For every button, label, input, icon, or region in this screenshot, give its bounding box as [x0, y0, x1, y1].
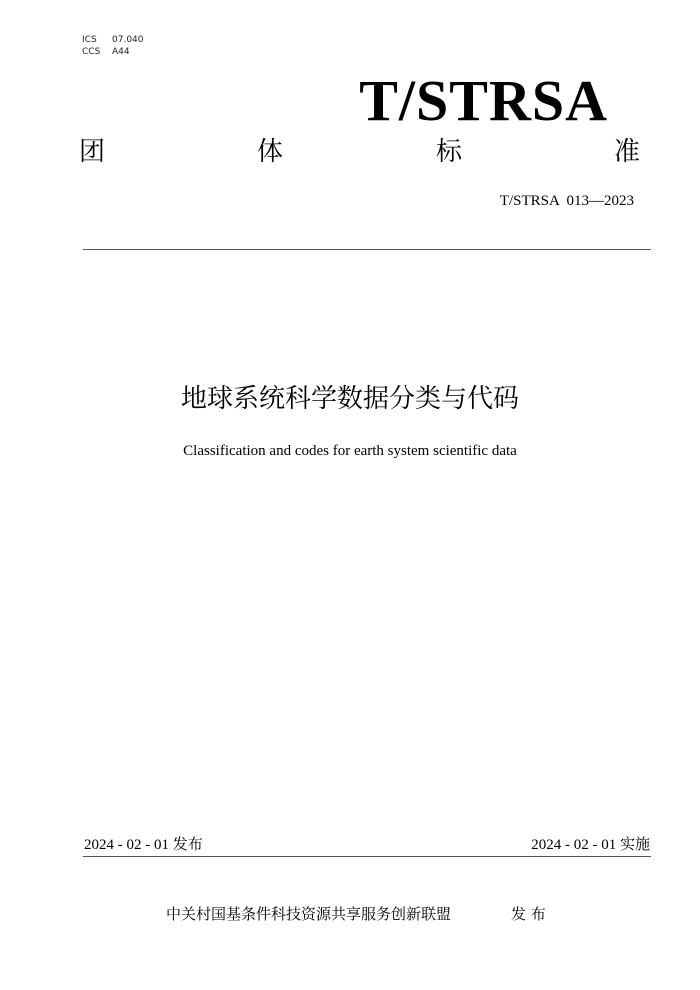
issue-date: 2024 - 02 - 01 发布: [84, 837, 203, 853]
standard-type-char-1: 团: [79, 137, 106, 167]
organization-code: T/STRSA: [359, 68, 608, 133]
ccs-value: A44: [112, 47, 130, 57]
ccs-label: CCS: [82, 47, 101, 57]
header-divider: [83, 249, 651, 250]
ics-line: [82, 34, 144, 46]
standard-type-char-2: 体: [257, 137, 284, 167]
standard-type-char-3: 标: [436, 137, 463, 167]
implementation-date: 2024 - 02 - 01 实施: [531, 837, 650, 853]
standard-number: T/STRSA 013—2023: [499, 193, 634, 209]
footer-divider: [83, 856, 651, 857]
ics-value: 07.040: [112, 35, 144, 45]
document-title-chinese: 地球系统科学数据分类与代码: [180, 384, 519, 414]
ics-label: ICS: [82, 35, 97, 45]
ccs-line: [82, 46, 144, 58]
classification-codes: [82, 34, 144, 58]
publisher-name: 中关村国基条件科技资源共享服务创新联盟: [166, 905, 452, 923]
document-title-english: Classification and codes for earth system scientific data: [183, 443, 517, 459]
standard-type-char-4: 准: [614, 137, 641, 167]
publish-label: 发 布: [511, 905, 546, 923]
